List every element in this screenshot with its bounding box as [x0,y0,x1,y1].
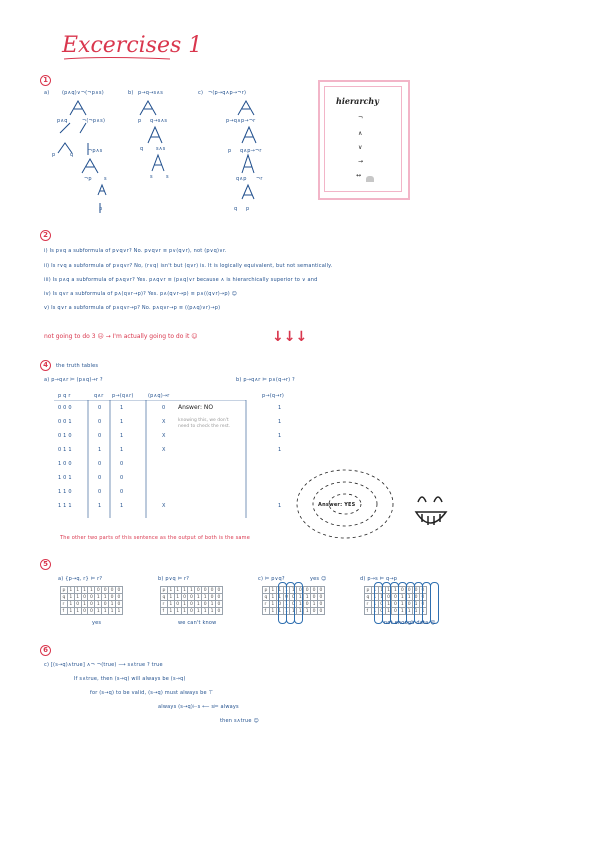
s1-a-formula: (p∧q)∨¬(¬p∧s) [62,90,104,96]
s6-line-3: always (s→q)⊢s ⟵ s⊨ always [158,704,239,710]
tt-row-4-col4: X [162,447,166,453]
tt-row-5-col3: 0 [120,461,124,467]
hierarchy-item-2: ∧ [358,130,363,137]
s5-ans-b: we can't know [178,620,217,626]
down-arrows-icon: ↓↓↓ [272,329,308,345]
tt-right-8: 1 [278,503,282,509]
flame-icon [366,176,374,182]
grid-a: p 1 1 1 1 0 0 0 0 q 1 1 0 0 1 1 0 0 r 1 0 1 0 1 0 1 0 f 1 1 0 0 1 1 1 1 [62,587,121,614]
hierarchy-title: hierarchy [336,96,379,106]
s4-answer-b: Answer: YES [318,502,356,508]
hierarchy-item-1: ¬ [358,114,364,121]
grid-d: p 1 1 1 1 0 0 0 0 q 1 1 0 0 1 1 0 0 r 1 0 1 0 1 0 1 0 f 1 0 1 0 1 1 1 1 [366,587,425,614]
tt-row-2-col2: 0 [98,419,102,425]
tt-row-5-col2: 0 [98,461,102,467]
s6-line-1: If s∧true, then (s→q) will always be (s→q) [74,676,186,682]
section-2-number: 2 [40,230,51,241]
tt-header-2: q∧r [94,393,104,399]
s4-note: knowing this, we don't need to check the rest. [178,418,231,429]
s2-line-1: i) Is p∨q a subformula of p∨q∨r? No. p∨q∨r ≡ p∨(q∨r), not (p∨q)∨r. [44,248,227,254]
tt-row-6-col2: 0 [98,475,102,481]
tt-right-1: 1 [278,405,282,411]
tt-row-1-inputs: 0 0 0 [58,405,72,411]
tree-c-node-1: p→q∧p→¬r [226,118,256,124]
s3-line: not going to do 3 ☹ → I'm actually going to do it ☺ [44,333,198,340]
tt-row-3-col2: 0 [98,433,102,439]
tt-header-4: (p∧q)→r [148,393,170,399]
s2-line-3: iii) Is p∧q a subformula of p∧q∨r? Yes. p∧q∨r ≡ (p∧q)∨r because ∧ is hierarchically superior to ∨ and [44,277,318,283]
tree-a-node-2: ¬(¬p∧s) [82,118,106,124]
tree-a-node-5: ¬p∧s [88,148,103,154]
tree-c-node-6: q [234,206,238,212]
tt-row-3-col4: X [162,433,166,439]
syntax-tree-b [128,95,188,190]
s6-line-4: then s∧true ☺ [220,718,259,724]
grid-c: p 1 1 1 1 0 0 0 0 q 1 1 0 0 1 1 0 0 r 1 0 1 0 1 0 1 0 f 1 1 1 1 1 1 0 0 [264,587,323,614]
s4-question-b: b) p→q∧r ⊨ p∧(q→r) ? [236,377,295,383]
tree-b-node-1: p [138,118,142,124]
tree-b-node-3: q [140,146,144,152]
tt-row-2-col4: X [162,419,166,425]
tt-right-2: 1 [278,419,282,425]
grin-face-icon [412,490,452,535]
s1-a-label: a) [44,90,50,96]
tt-row-5-inputs: 1 0 0 [58,461,72,467]
tt-header-right: p→(q→r) [262,393,285,399]
tt-row-3-inputs: 0 1 0 [58,433,72,439]
tree-a-node-7: s [104,176,107,182]
s4-footer: The other two parts of this sentence as the output of both is the same [60,535,251,541]
s6-question: c) [(s→q)∧true] ∧¬ ¬(true) ⟶ s∧true ? true [44,662,163,668]
highlight-oval [430,582,439,624]
tt-row-4-col3: 1 [120,447,124,453]
s2-line-2: ii) Is r∨q a subformula of p∨q∨r? No, (r∨q) isn't but (q∨r) is. It is logically equivalent, but not semantically. [44,263,333,269]
title-underline [62,56,172,62]
s5-q-c: c) ⊨ p∨q? [258,576,285,582]
tt-row-6-inputs: 1 0 1 [58,475,72,481]
tree-c-node-4: q∧p [236,176,247,182]
s1-c-formula: ¬(p→q∧p→¬r) [208,90,247,96]
tt-row-6-col3: 0 [120,475,124,481]
s2-line-4: iv) Is q∨r a subformula of p∧(q∨r→p)? Yes. p∧(q∨r→p) ≡ p∧((q∨r)→p) ☺ [44,291,238,297]
tt-row-8-col4: X [162,503,166,509]
tt-row-8-inputs: 1 1 1 [58,503,72,509]
s2-line-5: v) Is q∨r a subformula of p∧q∨r→p? No. p∧q∨r→p ≡ ((p∧q)∨r)→p) [44,305,221,311]
s5-q-d: d) p→s ⊨ q→p [360,576,398,582]
s1-b-formula: p→q→s∧s [138,90,163,96]
hierarchy-item-4: → [358,158,364,165]
section-6-number: 6 [40,645,51,656]
tt-right-4: 1 [278,447,282,453]
tt-header-3: p→(q∧r) [112,393,134,399]
section-1-number: 1 [40,75,51,86]
tree-c-node-2: p [228,148,232,154]
tt-row-1-col2: 0 [98,405,102,411]
tt-header-1: p q r [58,393,71,399]
s5-ans-c: yes ☺ [310,576,327,582]
tree-c-node-5: ¬r [256,176,263,182]
tt-row-2-inputs: 0 0 1 [58,419,72,425]
tree-c-node-3: q∧p→¬r [240,148,262,154]
tt-row-4-inputs: 0 1 1 [58,447,72,453]
highlight-oval [294,582,303,624]
s5-q-a: a) {p→q, r} ⊨ r? [58,576,103,582]
section-4-number: 4 [40,360,51,371]
s1-c-label: c) [198,90,204,96]
tt-row-1-col3: 1 [120,405,124,411]
tree-b-node-2: q→s∧s [150,118,168,124]
tree-a-node-4: q [70,152,74,158]
s5-q-b: b) p∨q ⊨ r? [158,576,190,582]
tree-a-node-8: p [99,206,103,212]
tt-row-7-col3: 0 [120,489,124,495]
tt-row-4-col2: 1 [98,447,102,453]
grid-b: p 1 1 1 1 0 0 0 0 q 1 1 0 0 1 1 0 0 r 1 0 1 0 1 0 1 0 f 1 1 1 0 1 1 1 0 [162,587,221,614]
tree-c-node-7: p [246,206,250,212]
tt-right-3: 1 [278,433,282,439]
tree-a-node-6: ¬p [84,176,92,182]
tree-b-node-6: s [166,174,169,180]
tt-row-3-col3: 1 [120,433,124,439]
hierarchy-box [318,80,410,200]
s5-ans-a: yes [92,620,102,626]
page-title: Excercises 1 [62,33,203,58]
s4-question-a: a) p→q∧r ⊨ (p∧q)→r ? [44,377,103,383]
syntax-tree-c [220,95,280,215]
tree-a-node-1: p∧q [57,118,68,124]
tt-row-7-inputs: 1 1 0 [58,489,72,495]
tt-row-8-col3: 1 [120,503,124,509]
tree-a-node-3: p [52,152,56,158]
s6-line-2: for (s→q) to be valid, (s→q) must always be ⊤ [90,690,214,696]
tree-b-node-5: s [150,174,153,180]
s4-answer-a: Answer: NO [178,404,214,411]
tt-row-7-col2: 0 [98,489,102,495]
s5-ans-d: not enough data ☹ [384,620,436,626]
section-5-number: 5 [40,559,51,570]
hierarchy-item-3: ∨ [358,144,363,151]
tt-row-1-col4: 0 [162,405,166,411]
s4-heading: the truth tables [56,363,99,369]
s1-b-label: b) [128,90,134,96]
tt-row-8-col2: 1 [98,503,102,509]
tree-b-node-4: s∧s [156,146,166,152]
tt-row-2-col3: 1 [120,419,124,425]
hierarchy-item-5: ↔ [356,172,362,179]
